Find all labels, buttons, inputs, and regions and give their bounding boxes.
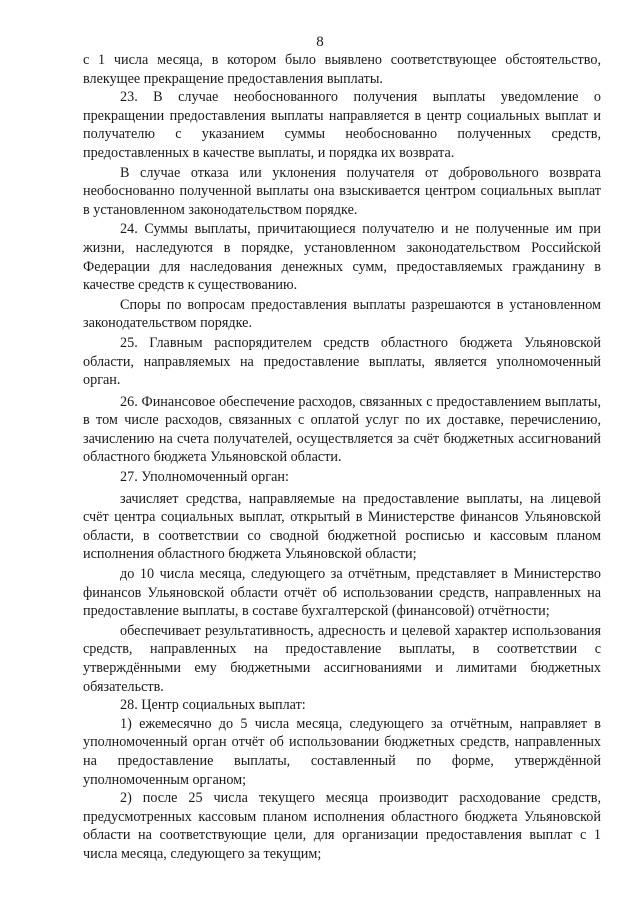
paragraph-clause-24: 24. Суммы выплаты, причитающиеся получателю и не полученные им при жизни, наследуются в порядке, установленном законодательством Российской Федерации для наследования денежных сумм, предоставляемых гражданину в качестве средств к существованию. [83,221,601,294]
paragraph-report-deadline: до 10 числа месяца, следующего за отчётным, представляет в Министерство финансов Ульяновской области отчёт об использовании средств, направленных на предоставление выплаты, в составе бухгалтерской (финансовой) отчётности; [83,566,601,620]
paragraph-clause-25: 25. Главным распорядителем средств областного бюджета Ульяновской области, направляемых на предоставление выплаты, является уполномоченный орган. [83,334,601,389]
paragraph-credits-funds: зачисляет средства, направляемые на предоставление выплаты, на лицевой счёт центра социальных выплат, открытый в Министерстве финансов Ульяновской области, в соответствии со сводной бюджетной росписью и кассовым планом исполнения областного бюджета Ульяновской области; [83,490,601,563]
paragraph-item-1: 1) ежемесячно до 5 числа месяца, следующего за отчётным, направляет в уполномоченный орган отчёт об использовании бюджетных средств, направленных на предоставление выплаты, составленный по форме, утверждённой уполномоченным органом; [83,715,601,788]
paragraph-clause-23: 23. В случае необоснованного получения выплаты уведомление о прекращении предоставления выплаты направляется в центр социальных выплат и получателю с указанием суммы необоснованно полученных средств, предоставленных в качестве выплаты, и порядка их возврата. [83,89,601,161]
paragraph-disputes: Споры по вопросам предоставления выплаты разрешаются в установленном законодательством порядке. [83,296,601,332]
page-number: 8 [316,34,324,50]
document-body [83,51,601,864]
paragraph-item-2: 2) после 25 числа текущего месяца производит расходование средств, предусмотренных кассовым планом исполнения областного бюджета Ульяновской области на соответствующие цели, для организации предоставления выплат с 1 числа месяца, следующего за текущим; [83,790,601,862]
paragraph-refusal-recovery: В случае отказа или уклонения получателя от добровольного возврата необоснованно полученной выплаты она взыскивается центром социальных выплат в установленном законодательством порядке. [83,164,601,218]
paragraph-clause-26: 26. Финансовое обеспечение расходов, связанных с предоставлением выплаты, в том числе расходов, связанных с оплатой услуг по их доставке, перечислению, зачислению на счета получателей, осуществляется за счёт бюджетных ассигнований областного бюджета Ульяновской области. [83,393,601,466]
paragraph-clause-28: 28. Центр социальных выплат: [120,697,306,714]
paragraph-continuation: с 1 числа месяца, в котором было выявлено соответствующее обстоятельство, влекущее прекращение предоставления выплаты. [83,52,601,87]
paragraph-clause-27: 27. Уполномоченный орган: [120,469,289,486]
paragraph-ensures-effectiveness: обеспечивает результативность, адресность и целевой характер использования средств, направленных на предоставление выплаты, в соответствии с утверждёнными ему бюджетными ассигнованиями и лимитами бюджетных обязательств. [83,622,601,695]
